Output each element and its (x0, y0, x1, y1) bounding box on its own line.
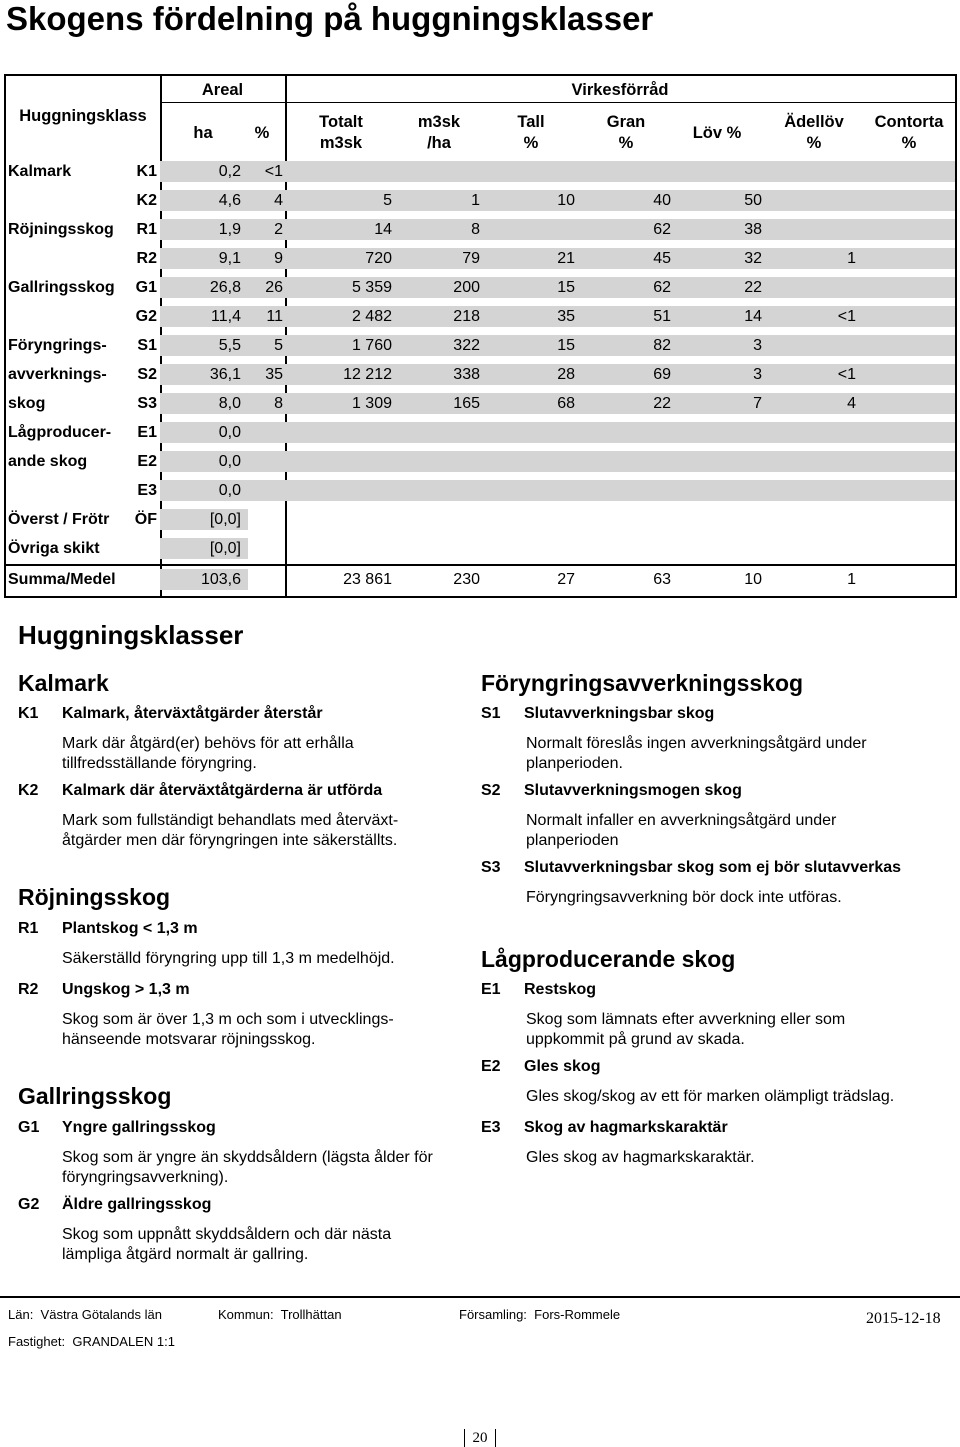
cell-tot: 14 (374, 221, 392, 238)
section-foryngringsavverkningsskog: Föryngringsavverkningsskog (481, 670, 804, 696)
header-lov: Löv % (692, 124, 742, 142)
code-g2: G2 (18, 1196, 40, 1213)
table-rule (6, 564, 955, 566)
cell-m3ha: 1 (471, 192, 480, 209)
cell-pct: 8 (274, 395, 283, 412)
row-group-label: Övriga skikt (8, 540, 100, 557)
row-group-label: ande skog (8, 453, 88, 470)
row-band (160, 451, 955, 472)
row-code: S3 (137, 395, 157, 412)
code-e2: E2 (481, 1058, 501, 1075)
row-code: K1 (136, 163, 157, 180)
cell-gran: 51 (653, 308, 671, 325)
cell-m3ha: 338 (453, 366, 480, 383)
section-kalmark: Kalmark (18, 670, 109, 696)
row-code: E1 (137, 424, 157, 441)
cell-ha: [0,0] (209, 511, 241, 528)
cell-ha: 0,0 (218, 424, 241, 441)
section-lagproducerande-skog: Lågproducerande skog (481, 946, 736, 972)
title-e2: Gles skog (524, 1058, 601, 1075)
row-code: S2 (137, 366, 157, 383)
desc-g2: Skog som uppnått skyddsåldern och där nästa lämpliga åtgärd normalt är gallring. (62, 1226, 392, 1263)
desc-e1: Skog som lämnats efter avverkning eller som uppkommit på grund av skada. (526, 1011, 846, 1048)
row-code: R1 (136, 221, 157, 238)
section-rojningsskog: Röjningsskog (18, 884, 171, 910)
header-areal: Areal (201, 81, 244, 99)
row-band (160, 480, 955, 501)
cell-ha: 4,6 (218, 192, 241, 209)
header-contorta: Contorta % (874, 113, 944, 152)
title-r2: Ungskog > 1,3 m (62, 981, 190, 998)
code-e3: E3 (481, 1119, 501, 1136)
code-s3: S3 (481, 859, 501, 876)
total-label: Summa/Medel (8, 571, 116, 588)
cell-lov: 38 (744, 221, 762, 238)
code-r2: R2 (18, 981, 39, 998)
cell-lov: 14 (744, 308, 762, 325)
cell-lov: 3 (753, 337, 762, 354)
desc-e3: Gles skog av hagmarkskaraktär. (526, 1149, 755, 1166)
header-m3skha: m3sk /ha (417, 113, 461, 152)
cell-m3ha: 322 (453, 337, 480, 354)
footer-forsamling: Församling: Fors-Rommele (459, 1307, 621, 1322)
header-pct: % (254, 124, 270, 142)
cell-tall: 68 (557, 395, 575, 412)
cell-tot: 5 359 (351, 279, 392, 296)
cell-ha: 9,1 (218, 250, 241, 267)
cell-tot: 5 (383, 192, 392, 209)
cell-ha: 0,0 (218, 482, 241, 499)
cell-adel: <1 (837, 308, 856, 325)
cell-gran: 62 (653, 279, 671, 296)
footer-lan: Län: Västra Götalands län (8, 1307, 162, 1322)
cell-tot: 1 760 (351, 337, 392, 354)
cell-tall: 35 (557, 308, 575, 325)
total-tot: 23 861 (343, 571, 392, 588)
total-tall: 27 (557, 571, 575, 588)
total-m3ha: 230 (453, 571, 480, 588)
table-rule (160, 102, 955, 103)
header-huggningsklass: Huggningsklass (19, 107, 147, 125)
desc-s1: Normalt föreslås ingen avverkningsåtgärd under planperioden. (526, 735, 867, 772)
row-code: ÖF (134, 511, 157, 528)
cell-tot: 12 212 (343, 366, 392, 383)
page-number-box (464, 1429, 496, 1447)
section-heading: Huggningsklasser (18, 620, 244, 650)
cell-ha: 11,4 (211, 308, 241, 325)
title-e1: Restskog (524, 981, 597, 998)
header-adellov: Ädellöv % (784, 113, 844, 152)
cell-pct: 35 (265, 366, 283, 383)
cell-ha: 0,0 (218, 453, 241, 470)
cell-adel: 4 (847, 395, 856, 412)
code-k1: K1 (18, 705, 39, 722)
row-band (160, 422, 955, 443)
row-group-label: Kalmark (8, 163, 72, 180)
cell-lov: 22 (744, 279, 762, 296)
cell-ha: [0,0] (209, 540, 241, 557)
cell-tall: 15 (557, 337, 575, 354)
footer-date: 2015-12-18 (866, 1310, 941, 1327)
row-group-label: skog (8, 395, 46, 412)
desc-s2: Normalt infaller en avverkningsåtgärd under planperioden (526, 812, 837, 849)
desc-k1: Mark där åtgärd(er) behövs för att erhålla tillfredsställande föryngring. (62, 735, 354, 772)
cell-pct: 11 (266, 308, 283, 325)
cell-tall: 21 (557, 250, 575, 267)
cell-lov: 7 (753, 395, 762, 412)
desc-g1: Skog som är yngre än skyddsåldern (lägsta ålder för föryngringsavverkning). (62, 1149, 433, 1186)
cell-lov: 50 (744, 192, 762, 209)
cell-tot: 720 (365, 250, 392, 267)
total-gran: 63 (653, 571, 671, 588)
cell-gran: 69 (653, 366, 671, 383)
cell-m3ha: 218 (453, 308, 480, 325)
cell-adel: 1 (847, 250, 856, 267)
title-k2: Kalmark där återväxtåtgärderna är utförda (62, 782, 383, 799)
cell-ha: 26,8 (209, 279, 241, 296)
cell-ha: 5,5 (218, 337, 241, 354)
title-g1: Yngre gallringsskog (62, 1119, 216, 1136)
cell-lov: 3 (753, 366, 762, 383)
code-s1: S1 (481, 705, 501, 722)
cell-pct: 4 (274, 192, 283, 209)
header-virkesforrad: Virkesförråd (571, 81, 669, 99)
cell-adel: <1 (837, 366, 856, 383)
code-e1: E1 (481, 981, 501, 998)
desc-r2: Skog som är över 1,3 m och som i utvecklings-hänseende motsvarar röjningsskog. (62, 1011, 394, 1048)
page-title: Skogens fördelning på huggningsklasser (6, 0, 654, 37)
title-e3: Skog av hagmarkskaraktär (524, 1119, 728, 1136)
header-gran: Gran % (606, 113, 646, 152)
footer-fastighet: Fastighet: GRANDALEN 1:1 (8, 1334, 175, 1349)
cell-pct: 5 (274, 337, 283, 354)
title-g2: Äldre gallringsskog (62, 1196, 212, 1213)
row-group-label: avverknings- (8, 366, 107, 383)
desc-s3: Föryngringsavverkning bör dock inte utföras. (526, 889, 842, 906)
row-code: G2 (135, 308, 157, 325)
row-code: E2 (137, 453, 157, 470)
row-code: G1 (135, 279, 157, 296)
desc-k2: Mark som fullständigt behandlats med återväxt-åtgärder men där föryngringen inte säkerställts. (62, 812, 399, 849)
cell-gran: 45 (653, 250, 671, 267)
row-group-label: Överst / Frötr (8, 511, 110, 528)
desc-e2: Gles skog/skog av ett för marken olämpligt trädslag. (526, 1088, 895, 1105)
cell-tot: 2 482 (351, 308, 392, 325)
title-r1: Plantskog < 1,3 m (62, 920, 198, 937)
row-code: E3 (137, 482, 157, 499)
cell-m3ha: 200 (453, 279, 480, 296)
cell-tot: 1 309 (351, 395, 392, 412)
code-s2: S2 (481, 782, 501, 799)
cell-ha: 36,1 (209, 366, 241, 383)
code-g1: G1 (18, 1119, 40, 1136)
footer-rule (0, 1296, 960, 1298)
cell-pct: 26 (265, 279, 283, 296)
cell-tall: 28 (557, 366, 575, 383)
cell-tall: 10 (557, 192, 575, 209)
row-code: S1 (137, 337, 157, 354)
title-s3: Slutavverkningsbar skog som ej bör slutavverkas (524, 859, 902, 876)
header-ha: ha (193, 124, 213, 142)
section-gallringsskog: Gallringsskog (18, 1083, 172, 1109)
desc-r1: Säkerställd föryngring upp till 1,3 m medelhöjd. (62, 950, 395, 967)
row-code: R2 (136, 250, 157, 267)
cell-m3ha: 165 (453, 395, 480, 412)
cell-ha: 1,9 (218, 221, 241, 238)
page-number: 20 (472, 1430, 488, 1446)
cell-m3ha: 79 (462, 250, 480, 267)
header-totalt: Totalt m3sk (319, 113, 363, 152)
total-lov: 10 (744, 571, 762, 588)
total-adel: 1 (847, 571, 856, 588)
cell-gran: 82 (653, 337, 671, 354)
cell-tall: 15 (557, 279, 575, 296)
cell-m3ha: 8 (471, 221, 480, 238)
cell-pct: <1 (264, 163, 283, 180)
title-k1: Kalmark, återväxtåtgärder återstår (62, 705, 323, 722)
total-ha: 103,6 (200, 571, 241, 588)
footer-kommun: Kommun: Trollhättan (218, 1307, 342, 1322)
row-group-label: Lågproducer- (8, 424, 112, 441)
row-group-label: Röjningsskog (8, 221, 114, 238)
row-group-label: Gallringsskog (8, 279, 115, 296)
cell-pct: 2 (274, 221, 283, 238)
code-k2: K2 (18, 782, 39, 799)
huggningsklass-table (4, 74, 957, 598)
title-s1: Slutavverkningsbar skog (524, 705, 715, 722)
cell-ha: 0,2 (218, 163, 241, 180)
row-group-label: Föryngrings- (8, 337, 107, 354)
cell-gran: 40 (653, 192, 671, 209)
cell-lov: 32 (744, 250, 762, 267)
header-tall: Tall % (517, 113, 545, 152)
row-code: K2 (136, 192, 157, 209)
cell-gran: 22 (653, 395, 671, 412)
title-s2: Slutavverkningsmogen skog (524, 782, 742, 799)
cell-pct: 9 (274, 250, 283, 267)
code-r1: R1 (18, 920, 39, 937)
cell-ha: 8,0 (218, 395, 241, 412)
cell-gran: 62 (653, 221, 671, 238)
